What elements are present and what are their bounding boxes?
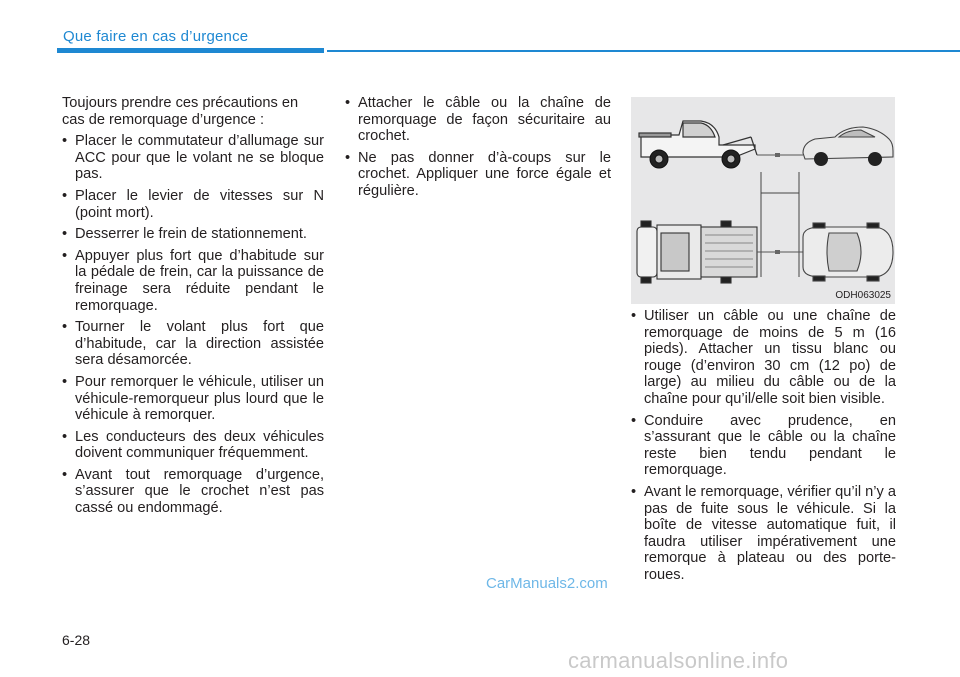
list-item: • Pour remorquer le véhicule, utiliser un véhicule-remorqueur plus lourd que le véhicule à remorquer.: [62, 373, 324, 424]
list-item: • Placer le commutateur d’allumage sur ACC pour que le volant ne se bloque pas.: [62, 133, 324, 183]
header-bar-thin: [327, 50, 960, 52]
list-item: • Ne pas donner d’à-coups sur le crochet. Appliquer une force égale et régulière.: [345, 149, 611, 199]
towing-illustration: [631, 97, 895, 304]
list-item: • Appuyer plus fort que d’habitude sur la pédale de frein, car la puissance de freinage sera réduite pendant le remorquage.: [62, 247, 324, 314]
bullet-icon: •: [345, 149, 351, 166]
list-item: • Utiliser un câble ou une chaîne de remorquage de moins de 5 m (16 pieds). Attacher un tissu blanc ou rouge (d’environ 30 cm (12 po) de large) au milieu du câble ou de la chaîne pour qu’il/elle soit bien visible.: [631, 308, 896, 407]
watermark-text: carmanualsonline.info: [568, 648, 789, 673]
column-middle: [345, 95, 611, 205]
distance-marker: [761, 172, 799, 277]
tow-truck-top-icon: [637, 221, 757, 283]
list-item: • Avant tout remorquage d’urgence, s’assurer que le crochet n’est pas cassé ou endommagé.: [62, 466, 324, 517]
sedan-top-icon: [803, 223, 893, 281]
bullet-icon: •: [62, 133, 68, 150]
list-item: • Attacher le câble ou la chaîne de remorquage de façon sécuritaire au crochet.: [345, 95, 611, 145]
bullet-icon: •: [62, 226, 68, 243]
bullet-icon: •: [62, 373, 68, 390]
bullet-icon: •: [631, 412, 637, 429]
tow-truck-diagram: [631, 97, 895, 304]
header-bar-thick: [57, 48, 324, 53]
list-item: • Conduire avec prudence, en s’assurant que le câble ou la chaîne reste bien tendu pendant le remorquage.: [631, 412, 896, 479]
list-item: • Tourner le volant plus fort que d’habitude, car la direction assistée sera désamorcée.: [62, 319, 324, 369]
page-number: 6-28: [62, 632, 91, 648]
bullet-icon: •: [62, 466, 68, 483]
figure-code: ODH063025: [835, 290, 891, 301]
header-title: Que faire en cas d’urgence: [63, 28, 249, 45]
bullet-icon: •: [62, 319, 68, 336]
bullet-icon: •: [62, 428, 68, 445]
bullet-icon: •: [631, 483, 637, 500]
column-right: [631, 308, 896, 589]
list-item: • Avant le remorquage, vérifier qu’il n’y a pas de fuite sous le véhicule. Si la boîte de vitesse automatique fuit, il faudra utiliser impérativement une remorque à plateau ou des porte-roues.: [631, 483, 897, 583]
bullet-icon: •: [62, 247, 68, 264]
list-item: • Placer le levier de vitesses sur N (point mort).: [62, 187, 324, 221]
bullet-icon: •: [631, 308, 637, 324]
bullet-icon: •: [345, 95, 351, 111]
hook-list: [345, 95, 611, 200]
precaution-list: [62, 133, 324, 516]
column-left: [62, 95, 324, 522]
watermark-link[interactable]: CarManuals2.com: [486, 575, 608, 592]
bullet-icon: •: [62, 187, 68, 204]
intro-text: Toujours prendre ces précautions en cas de remorquage d’urgence :: [62, 95, 299, 128]
list-item: • Desserrer le frein de stationnement.: [62, 226, 307, 243]
cable-list: [631, 308, 896, 584]
list-item: • Les conducteurs des deux véhicules doivent communiquer fréquemment.: [62, 428, 324, 462]
